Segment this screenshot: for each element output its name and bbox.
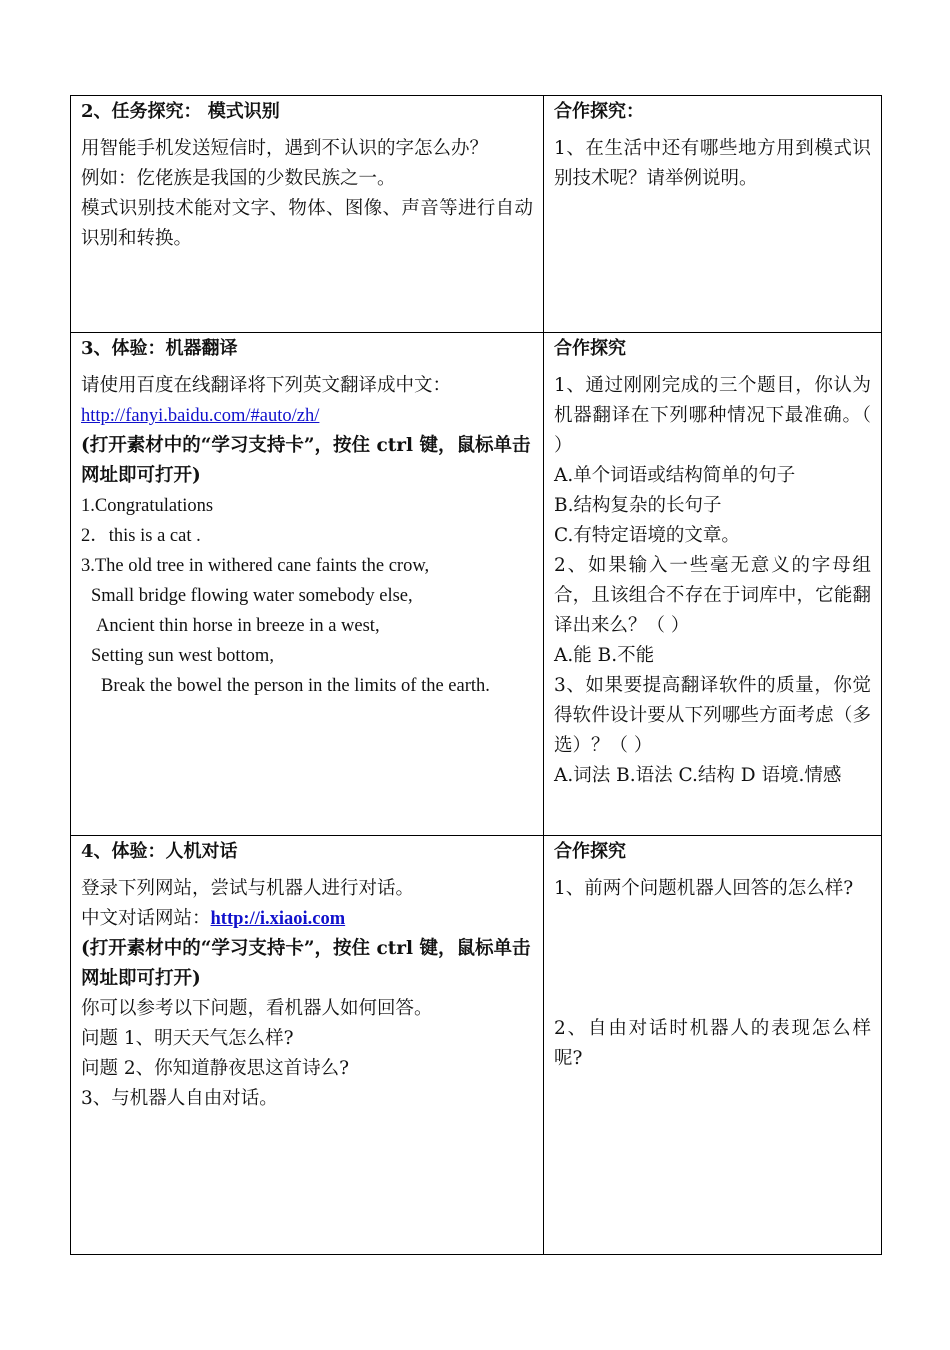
table-row [71,333,882,836]
text-line: 问题 2、你知道静夜思这首诗么? [81,1058,350,1079]
option-line: C.有特定语境的文章。 [554,525,740,546]
instruction-note: (打开素材中的“学习支持卡”，按住 ctrl 键，鼠标单击网址即可打开) [81,435,531,486]
discussion-cell [544,333,882,836]
english-item: Ancient thin horse in breeze in a west, [96,616,380,636]
text-line: 登录下列网站，尝试与机器人进行对话。 [81,878,415,899]
instruction-note: (打开素材中的“学习支持卡”，按住 ctrl 键，鼠标单击网址即可打开) [81,938,531,989]
fanyi-link[interactable]: http://fanyi.baidu.com/#auto/zh/ [81,406,320,426]
section-heading: 合作探究 [554,338,626,359]
site-label: 中文对话网站： [81,908,211,929]
table-row [71,836,882,1255]
section-heading: 2、任务探究： 模式识别 [81,101,280,122]
text-line: 请使用百度在线翻译将下列英文翻译成中文： [81,375,452,396]
text-line: 3、与机器人自由对话。 [81,1088,278,1109]
task-cell [71,333,544,836]
question-text: 1、在生活中还有哪些地方用到模式识别技术呢？请举例说明。 [554,138,871,189]
text-line: 模式识别技术能对文字、物体、图像、声音等进行自动识别和转换。 [81,198,533,249]
english-item: 2．this is a cat . [81,526,201,546]
text-line: 用智能手机发送短信时，遇到不认识的字怎么办？ [81,138,489,159]
option-line: A.能 B.不能 [554,645,655,666]
discussion-cell [544,836,882,1255]
english-item: Setting sun west bottom, [91,646,274,666]
task-cell [71,836,544,1255]
section-heading: 4、体验：人机对话 [81,841,238,862]
english-item: Break the bowel the person in the limits of the earth. [101,676,490,696]
question-text: 1、通过刚刚完成的三个题目，你认为机器翻译在下列哪种情况下最准确。（ ） [554,375,871,456]
question-text: 1、前两个问题机器人回答的怎么样? [554,878,854,899]
question-text: 3、如果要提高翻译软件的质量，你觉得软件设计要从下列哪些方面考虑（多选）？（ ） [554,675,871,756]
section-heading: 3、体验：机器翻译 [81,338,238,359]
option-line: B.结构复杂的长句子 [554,495,722,516]
english-item: 3.The old tree in withered cane faints the crow, [81,556,430,576]
text-line: 例如：仡佬族是我国的少数民族之一。 [81,168,396,189]
section-heading: 合作探究： [554,101,644,122]
question-text: 2、自由对话时机器人的表现怎么样呢? [554,1018,871,1069]
xiaoi-link[interactable]: http://i.xiaoi.com [210,909,346,929]
section-heading: 合作探究 [554,841,626,862]
worksheet-table [70,95,882,1255]
option-line: A.单个词语或结构简单的句子 [554,465,796,486]
task-cell [71,96,544,333]
text-line: 你可以参考以下问题，看机器人如何回答。 [81,998,433,1019]
question-text: 2、如果输入一些毫无意义的字母组合，且该组合不存在于词库中，它能翻译出来么？（ ） [554,555,871,636]
table-row [71,96,882,333]
text-line: 问题 1、明天天气怎么样? [81,1028,294,1049]
discussion-cell [544,96,882,333]
option-line: A.词法 B.语法 C.结构 D 语境.情感 [554,765,842,786]
english-item: Small bridge flowing water somebody else, [91,586,413,606]
english-item: 1.Congratulations [81,496,214,516]
